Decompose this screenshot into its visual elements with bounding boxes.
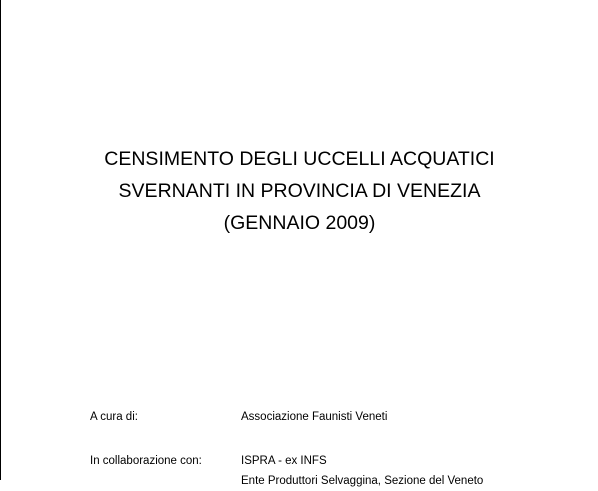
credit-label-collaboration: In collaborazione con: [90, 455, 202, 467]
credit-value-collaboration-2: Ente Produttori Selvaggina, Sezione del Veneto [241, 475, 484, 487]
title-line-2: SVERNANTI IN PROVINCIA DI VENEZIA [118, 180, 481, 202]
credit-value-collaboration: ISPRA - ex INFS [241, 455, 327, 467]
credit-value-curator: Associazione Faunisti Veneti [241, 411, 388, 423]
title-line-1: CENSIMENTO DEGLI UCCELLI ACQUATICI [104, 148, 495, 170]
title-line-3: (GENNAIO 2009) [223, 212, 376, 234]
credit-row-curator [1, 407, 598, 427]
credit-label-curator: A cura di: [90, 411, 138, 423]
credit-row-collaboration [1, 451, 598, 471]
credit-row-collaboration-2 [1, 471, 598, 491]
document-title [1, 143, 598, 239]
